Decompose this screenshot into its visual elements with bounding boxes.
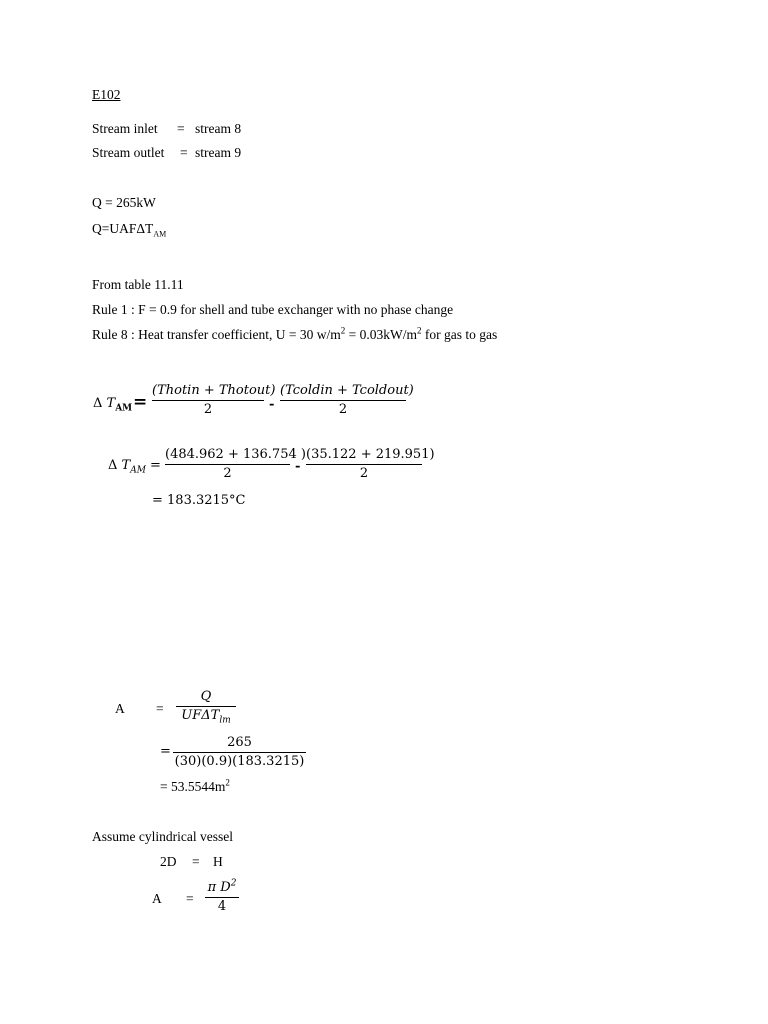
cold-numeric-denominator: 2: [359, 466, 369, 481]
hot-average-fraction: [152, 383, 276, 417]
stream-inlet-value: stream 8: [195, 121, 242, 136]
relation-lhs: 2D: [160, 854, 177, 869]
cyl-area-numerator: π $D^2$: [207, 878, 237, 895]
table-reference: From table 11.11: [92, 277, 184, 292]
equals-sign: =: [160, 744, 171, 759]
delta-t-am-result: = 183.3215°C: [152, 493, 246, 508]
area-numeric-numerator: 265: [227, 735, 252, 750]
cyl-area-lhs: A: [152, 891, 162, 906]
area-result: = $53.5544m^2$: [160, 777, 230, 794]
stream-outlet-value: stream 9: [195, 145, 242, 160]
equals-sign: =: [133, 392, 148, 412]
area-denominator: $UF\Delta T_{lm}$: [181, 708, 231, 726]
rule-8: Rule 8 : Heat transfer coefficient, U = 30 $w/m^2 = 0.03kW/m^2$ for gas to gas: [92, 325, 498, 342]
hot-denominator: 2: [203, 402, 213, 417]
area-numerator: Q: [200, 689, 212, 704]
delta-t-lhs: Δ $T_{AM}$: [93, 396, 133, 414]
relation-rhs: H: [213, 854, 223, 869]
heat-duty: Q = 265kW: [92, 195, 156, 210]
stream-inlet-eq: =: [177, 121, 185, 136]
minus-sign: -: [269, 397, 275, 412]
hot-numeric-fraction: [165, 447, 306, 481]
equals-sign: =: [186, 891, 194, 906]
cyl-area-denominator: 4: [217, 899, 227, 914]
cold-denominator: 2: [338, 402, 348, 417]
delta-t-numeric-lhs: Δ $T_{AM}$: [108, 458, 146, 476]
area-lhs: A: [115, 701, 125, 716]
hot-numeric-denominator: 2: [223, 466, 232, 481]
relation-eq: =: [192, 854, 200, 869]
assumption: Assume cylindrical vessel: [92, 829, 233, 844]
cold-numeric-fraction: [306, 447, 435, 481]
cold-numeric-numerator: (35.122 + 219.951): [306, 447, 435, 462]
heat-duty-formula: $Q=UAF\Delta T_{AM}$: [92, 221, 167, 239]
hot-numerator: (Thotin + Thotout): [152, 383, 276, 398]
section-heading: E102: [92, 87, 121, 102]
equals-sign: =: [150, 458, 161, 473]
cold-average-fraction: [280, 383, 414, 417]
stream-outlet-eq: =: [180, 145, 188, 160]
cyl-area-fraction: [205, 878, 239, 914]
minus-sign: -: [295, 459, 301, 474]
equals-sign: =: [156, 701, 164, 716]
rule-1: Rule 1 : F = 0.9 for shell and tube exchanger with no phase change: [92, 302, 454, 317]
area-fraction: [176, 689, 236, 726]
stream-inlet-label: Stream inlet: [92, 121, 158, 136]
cold-numerator: (Tcoldin + Tcoldout): [280, 383, 414, 398]
area-numeric-denominator: (30)(0.9)(183.3215): [174, 754, 305, 769]
stream-outlet-label: Stream outlet: [92, 145, 165, 160]
hot-numeric-numerator: (484.962 + 136.754 ): [165, 447, 306, 462]
area-numeric-fraction: [173, 736, 306, 768]
